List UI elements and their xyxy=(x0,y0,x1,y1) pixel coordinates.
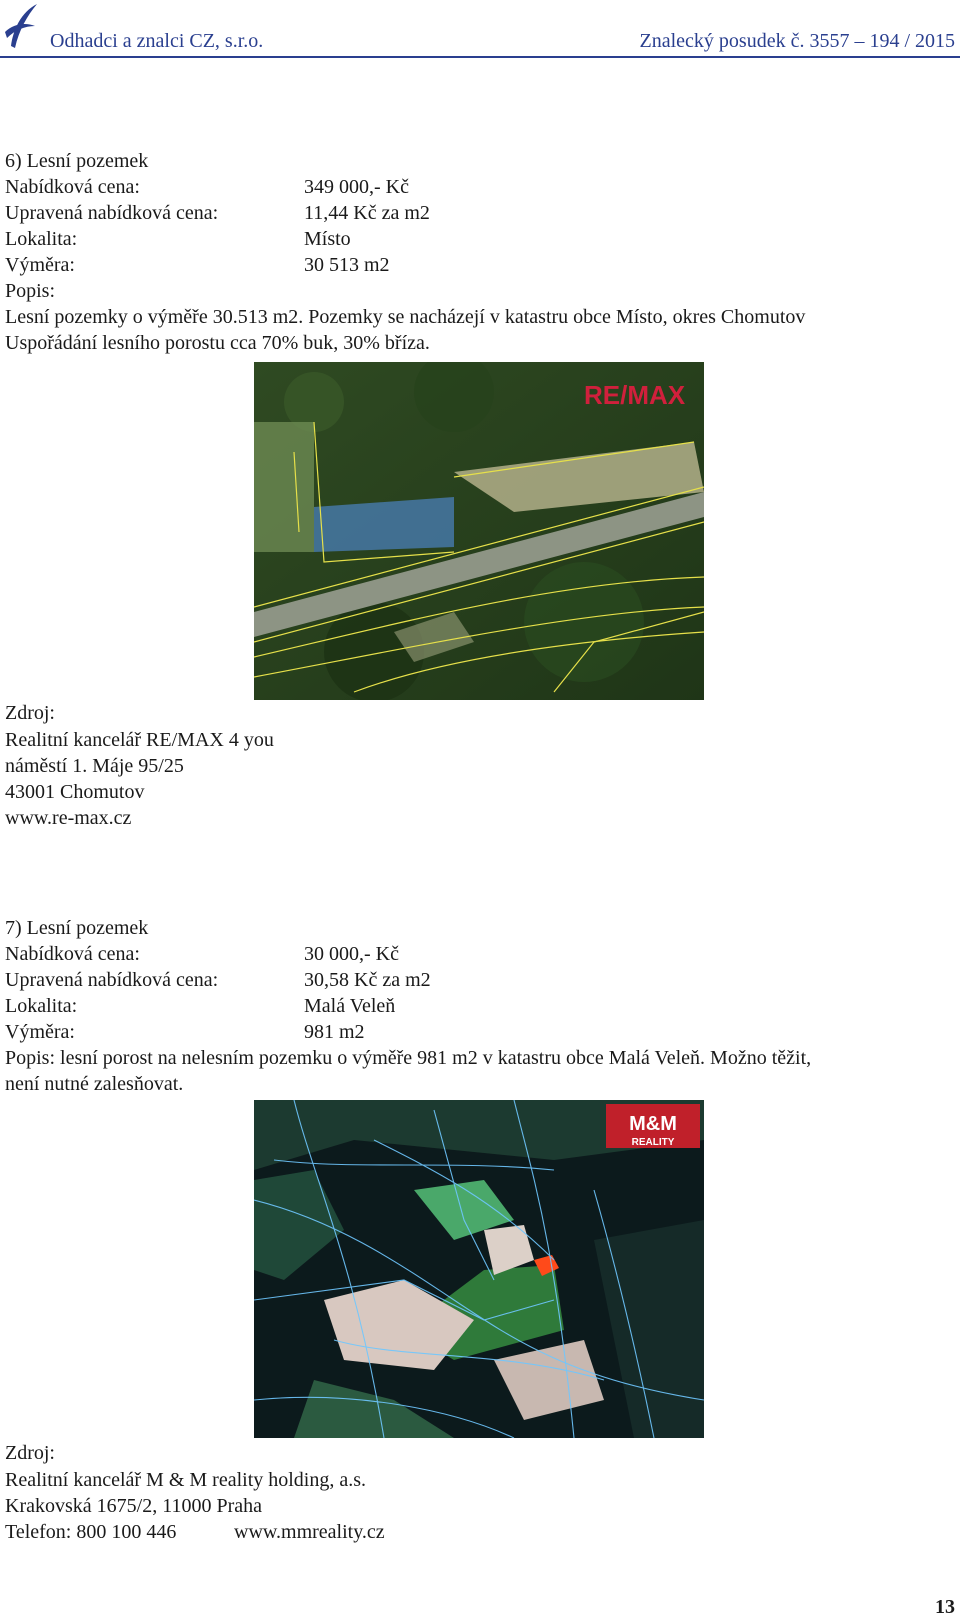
listing6-heading: 6) Lesní pozemek xyxy=(5,150,149,172)
listing6-desc-line1: Lesní pozemky o výměře 30.513 m2. Pozemky se nacházejí v katastru obce Místo, okres Chomutov xyxy=(5,306,806,328)
mm-logo-bottom: REALITY xyxy=(631,1137,675,1148)
listing7-heading: 7) Lesní pozemek xyxy=(5,917,149,939)
listing7-phone: Telefon: 800 100 446 xyxy=(5,1521,177,1543)
listing6-location: Místo xyxy=(304,228,351,250)
listing7-web-link[interactable]: www.mmreality.cz xyxy=(234,1521,385,1543)
page-number: 13 xyxy=(935,1596,955,1618)
listing7-location-label: Lokalita: xyxy=(5,995,78,1017)
listing6-desc-label: Popis: xyxy=(5,280,56,302)
listing7-source-label: Zdroj: xyxy=(5,1442,55,1464)
listing6-aerial-photo xyxy=(254,362,704,700)
company-name: Odhadci a znalci CZ, s.r.o. xyxy=(50,30,264,52)
listing6-area: 30 513 m2 xyxy=(304,254,390,276)
listing6-source-line: Realitní kancelář RE/MAX 4 you xyxy=(5,729,274,751)
listing7-area: 981 m2 xyxy=(304,1021,365,1043)
listing6-source-line: 43001 Chomutov xyxy=(5,781,145,803)
listing7-location: Malá Veleň xyxy=(304,995,396,1017)
listing7-price-label: Nabídková cena: xyxy=(5,943,140,965)
listing7-area-label: Výměra: xyxy=(5,1021,75,1043)
listing7-aerial-photo xyxy=(254,1100,704,1438)
listing6-desc-line2: Uspořádání lesního porostu cca 70% buk, 30% bříza. xyxy=(5,332,430,354)
report-number: Znalecký posudek č. 3557 – 194 / 2015 xyxy=(639,30,955,52)
listing6-price: 349 000,- Kč xyxy=(304,176,409,198)
logo-icon xyxy=(3,2,39,50)
listing6-price-label: Nabídková cena: xyxy=(5,176,140,198)
listing7-source-line: Krakovská 1675/2, 11000 Praha xyxy=(5,1495,262,1517)
listing7-desc-line1: Popis: lesní porost na nelesním pozemku o výměře 981 m2 v katastru obce Malá Veleň. Možno těžit, xyxy=(5,1047,812,1069)
listing6-area-label: Výměra: xyxy=(5,254,75,276)
listing6-source-line: náměstí 1. Máje 95/25 xyxy=(5,755,184,777)
remax-watermark: RE/MAX xyxy=(584,380,686,410)
listing6-source-link[interactable]: www.re-max.cz xyxy=(5,807,132,829)
listing7-adjusted: 30,58 Kč za m2 xyxy=(304,969,431,991)
listing7-source-line: Realitní kancelář M & M reality holding, a.s. xyxy=(5,1469,367,1491)
listing6-location-label: Lokalita: xyxy=(5,228,78,250)
listing6-adjusted-label: Upravená nabídková cena: xyxy=(5,202,219,224)
page-header xyxy=(0,0,960,58)
mm-logo-top: M&M xyxy=(629,1113,677,1135)
header-rule xyxy=(0,56,960,58)
listing6-adjusted: 11,44 Kč za m2 xyxy=(304,202,430,224)
listing6-source-label: Zdroj: xyxy=(5,702,55,724)
listing7-adjusted-label: Upravená nabídková cena: xyxy=(5,969,219,991)
listing7-desc-line2: není nutné zalesňovat. xyxy=(5,1073,184,1095)
listing7-price: 30 000,- Kč xyxy=(304,943,399,965)
